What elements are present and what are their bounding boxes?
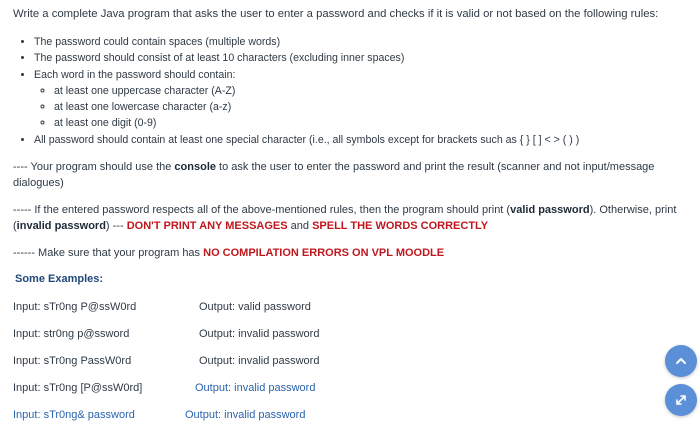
expand-button[interactable] xyxy=(665,384,697,416)
example-output: Output: invalid password xyxy=(199,328,320,340)
text: ------ Make sure that your program has xyxy=(13,247,204,259)
text: ---- Your program should use the xyxy=(13,161,175,173)
emphasis: valid password xyxy=(510,204,590,216)
rule-text: Each word in the password should contain: xyxy=(34,68,236,81)
text: ) --- xyxy=(105,220,127,232)
example-output: Output: valid password xyxy=(199,301,311,313)
rules-list xyxy=(20,34,579,148)
text: ). Otherwise, print ( xyxy=(13,204,677,232)
sub-rule-item: ◦ at least one uppercase character (A-Z) xyxy=(54,83,579,99)
text: ----- If the entered password respects all of the above-mentioned rules, then the program should print ( xyxy=(13,204,511,216)
rule-item: • All password should contain at least one special character (i.e., all symbols except for brackets such as { } [ ] < > ( ) ) xyxy=(34,132,579,148)
warning-text: SPELL THE WORDS CORRECTLY xyxy=(312,220,489,232)
expand-icon xyxy=(674,393,688,407)
sub-rules-list xyxy=(34,83,579,132)
sub-rule-item: ◦ at least one lowercase character (a-z) xyxy=(54,99,579,115)
text: to ask the user to enter the password and print the result (scanner and not input/message dialogues) xyxy=(13,161,655,189)
example-output: Output: invalid password xyxy=(199,355,320,367)
example-input: Input: sTr0ng PassW0rd xyxy=(13,355,132,367)
examples-heading: Some Examples: xyxy=(15,273,104,285)
sub-rule-item: ◦ at least one digit (0-9) xyxy=(54,115,579,131)
question-intro: Write a complete Java program that asks the user to enter a password and checks if it is valid or not based on the following rules: xyxy=(13,8,659,20)
example-input: Input: sTr0ng& password xyxy=(13,409,135,421)
chevron-up-icon xyxy=(674,354,688,368)
rule-item: • The password could contain spaces (multiple words) xyxy=(34,34,579,50)
console-instruction xyxy=(13,159,689,191)
rule-item xyxy=(34,67,579,132)
emphasis: console xyxy=(174,161,216,173)
text: and xyxy=(287,220,313,232)
output-instruction xyxy=(13,202,689,234)
rule-item: • The password should consist of at least 10 characters (excluding inner spaces) xyxy=(34,50,579,66)
scroll-to-top-button[interactable] xyxy=(665,345,697,377)
emphasis: invalid password xyxy=(16,220,106,232)
warning-text: NO COMPILATION ERRORS ON VPL MOODLE xyxy=(203,247,445,259)
example-output: Output: invalid password xyxy=(185,409,306,421)
example-input: Input: sTr0ng P@ssW0rd xyxy=(13,301,137,313)
example-input: Input: sTr0ng [P@ssW0rd] xyxy=(13,382,143,394)
example-output: Output: invalid password xyxy=(195,382,316,394)
compilation-instruction xyxy=(13,245,689,261)
example-input: Input: str0ng p@ssword xyxy=(13,328,130,340)
warning-text: DON'T PRINT ANY MESSAGES xyxy=(126,220,288,232)
